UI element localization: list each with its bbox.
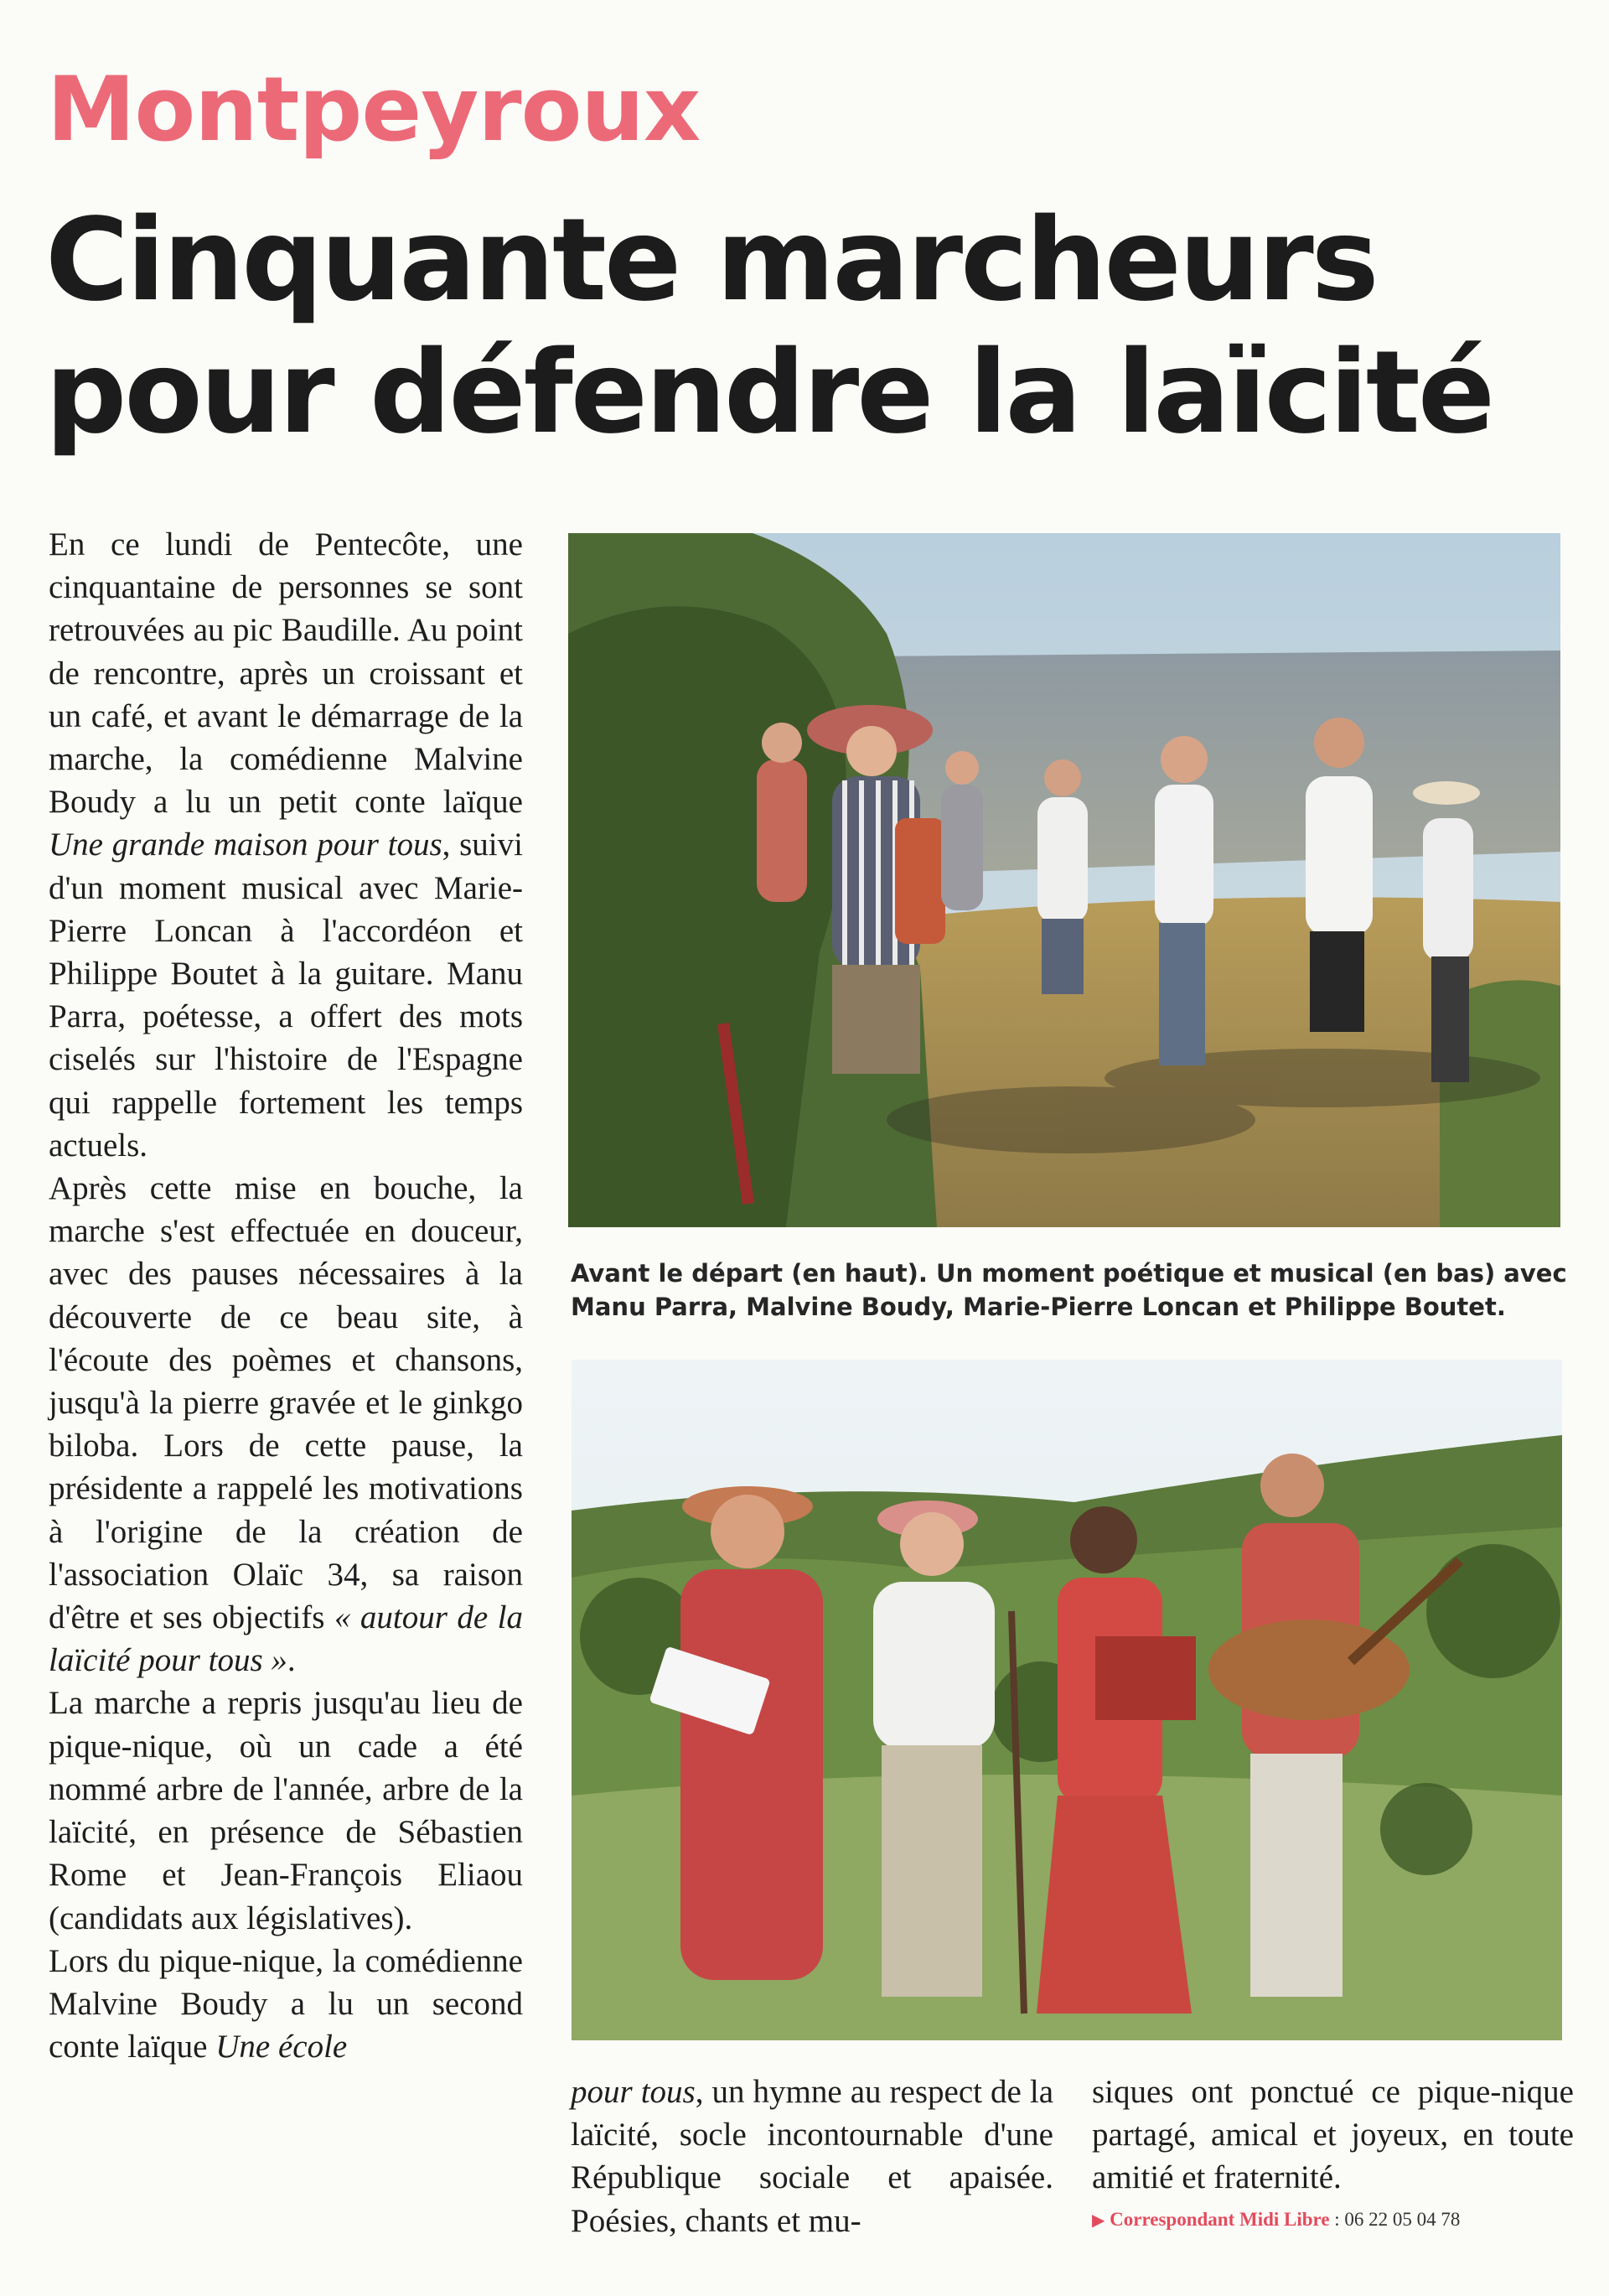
photo-poetry-music-moment	[572, 1360, 1562, 2040]
article-column-1	[49, 523, 523, 2068]
paragraph-1-text: En ce lundi de Pentecôte, une cinquantaine de personnes se sont retrouvées au pic Baudille. Au point de rencontre, après un croissant et un café, et avant le démarrage de la marche, la comédienne Malvine Boudy a lu un petit conte laïque	[49, 526, 523, 821]
paragraph-3: La marche a repris jusqu'au lieu de pique-nique, où un cade a été nommé arbre de l'année, arbre de la laïcité, en présence de Sébastien Rome et Jean-François Eliaou (candidats aux législatives).	[49, 1685, 523, 1936]
paragraph-2-text-end: .	[287, 1642, 296, 1679]
paragraph-2	[49, 1167, 523, 1682]
caption-line-1: Avant le départ (en haut). Un moment poétique et musical (en bas) avec	[571, 1259, 1567, 1288]
paragraph-1	[49, 523, 523, 1167]
correspondent-credit	[1092, 2209, 1460, 2231]
section-kicker: Montpeyroux	[47, 58, 701, 161]
tale-title-2-end: pour tous	[571, 2074, 696, 2110]
photo-hikers-before-departure	[568, 533, 1560, 1227]
credit-phone: : 06 22 05 04 78	[1334, 2209, 1461, 2230]
credit-name: Correspondant Midi Libre	[1110, 2209, 1330, 2230]
tale-title-1: Une grande maison pour tous	[49, 827, 442, 863]
paragraph-5	[571, 2071, 1053, 2242]
tale-title-2: Une école	[215, 2029, 348, 2065]
arrow-icon: ▶	[1092, 2211, 1105, 2230]
headline-line-2: pour défendre la laïcité	[45, 327, 1493, 459]
paragraph-1-text-end: , suivi d'un moment musical avec Marie-Pierre Loncan à l'accordéon et Philippe Boutet à la guitare. Manu Parra, poétesse, a offert des mots ciselés sur l'histoire de l'Espagne qui rappelle fortement les temps actuels.	[49, 827, 523, 1164]
article-column-3	[1092, 2071, 1574, 2200]
paragraph-4-text: Lors du pique-nique, la comédienne Malvine Boudy a lu un second conte laïque	[49, 1942, 523, 2065]
caption-line-2: Manu Parra, Malvine Boudy, Marie-Pierre Loncan et Philippe Boutet.	[571, 1293, 1506, 1321]
paragraph-5-text: , un hymne au respect de la laïcité, socle incontournable d'une République sociale et apaisée. Poésies, chants et mu-	[571, 2074, 1053, 2239]
paragraph-2-text: Après cette mise en bouche, la marche s'est effectuée en douceur, avec des pauses nécessaires à la découverte de ce beau site, à l'écoute des poèmes et chansons, jusqu'à la pierre gravée et le ginkgo biloba. Lors de cette pause, la présidente a rappelé les motivations à l'origine de la création de l'association Olaïc 34, sa raison d'être et ses objectifs	[49, 1170, 523, 1636]
photo-caption	[571, 1257, 1576, 1324]
paragraph-4	[49, 1940, 523, 2069]
paragraph-5-end: siques ont ponctué ce pique-nique partagé, amical et joyeux, en toute amitié et fraternité.	[1092, 2074, 1574, 2196]
article-column-2	[571, 2071, 1053, 2242]
association-quote: « autour de la laïcité pour tous »	[49, 1599, 523, 1679]
headline-line-1: Cinquante marcheurs	[45, 194, 1377, 327]
article-headline	[45, 194, 1554, 459]
